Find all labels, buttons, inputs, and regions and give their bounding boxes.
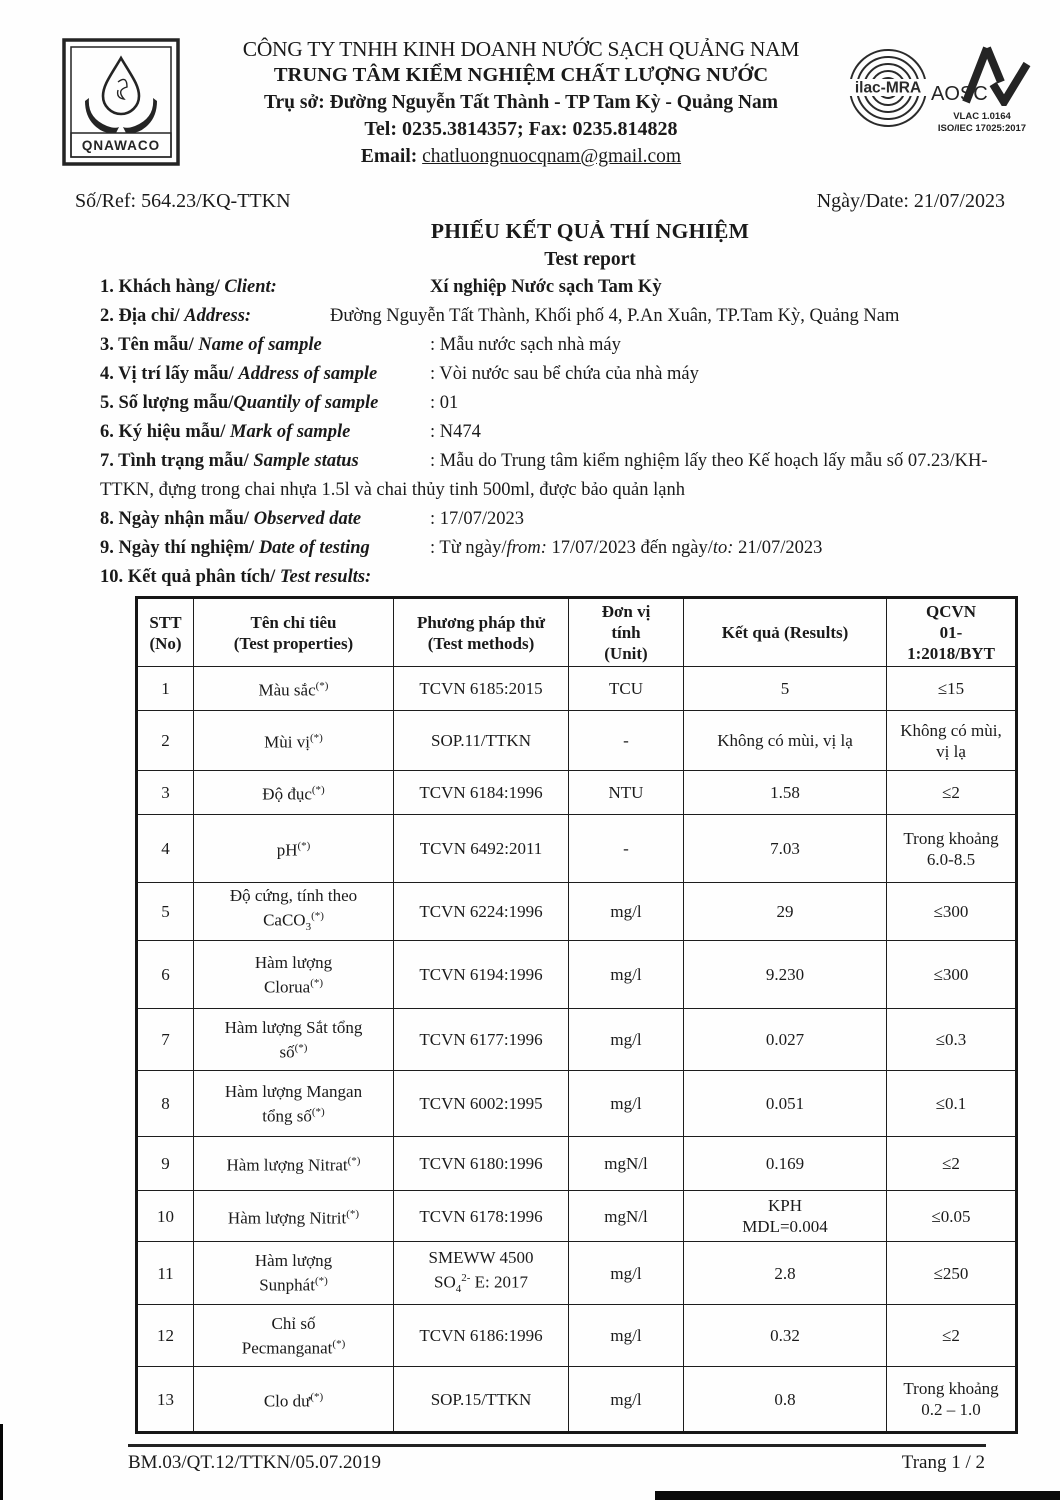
qnawaco-logo-graphic: [62, 38, 180, 166]
table-header-cell: QCVN 01- 1:2018/BYT: [887, 598, 1017, 667]
table-cell-name: Hàm lượng Sunphát(*): [194, 1242, 394, 1305]
table-row: [137, 941, 1017, 1009]
table-cell-method: TCVN 6184:1996: [394, 771, 569, 815]
table-cell-name: Màu sắc(*): [194, 667, 394, 711]
table-row: [137, 1305, 1017, 1367]
table-cell-no: 2: [137, 711, 194, 771]
table-row: [137, 1242, 1017, 1305]
table-cell-method: TCVN 6492:2011: [394, 815, 569, 883]
table-header-cell: Tên chỉ tiêu (Test properties): [194, 598, 394, 667]
table-head: [137, 598, 1017, 667]
table-row: [137, 1137, 1017, 1191]
left-hand-icon: [85, 98, 119, 133]
info-item-value: : Vòi nước sau bể chứa của nhà máy: [430, 364, 699, 384]
ref-number: Số/Ref: 564.23/KQ-TTKN: [75, 190, 291, 212]
table-header-cell: Đơn vị tính (Unit): [569, 598, 684, 667]
email-label: Email:: [360, 146, 418, 167]
table-body: [137, 667, 1017, 1433]
tel-fax-line: Tel: 0235.3814357; Fax: 0235.814828: [364, 118, 678, 140]
table-cell-method: TCVN 6180:1996: [394, 1137, 569, 1191]
table-cell-method: TCVN 6224:1996: [394, 883, 569, 941]
table-cell-no: 13: [137, 1367, 194, 1433]
table-cell-result: 7.03: [684, 815, 887, 883]
table-cell-no: 9: [137, 1137, 194, 1191]
table-header-row: [137, 598, 1017, 667]
footer-rule: [128, 1444, 986, 1447]
table-cell-name: Chỉ số Pecmanganat(*): [194, 1305, 394, 1367]
table-cell-limit: ≤2: [887, 1305, 1017, 1367]
table-cell-limit: ≤2: [887, 771, 1017, 815]
info-item-label: 8. Ngày nhận mẫu/ Observed date: [100, 509, 362, 529]
table-cell-limit: ≤0.1: [887, 1071, 1017, 1137]
table-cell-unit: mg/l: [569, 1009, 684, 1071]
info-item-label: 1. Khách hàng/ Client:: [100, 277, 277, 297]
table-cell-unit: -: [569, 815, 684, 883]
info-item-value: : N474: [430, 422, 481, 442]
table-cell-name: Độ cứng, tính theo CaCO$_3$(*): [194, 883, 394, 941]
table-cell-unit: NTU: [569, 771, 684, 815]
info-item-label: 9. Ngày thí nghiệm/ Date of testing: [100, 538, 370, 558]
right-hand-icon: [123, 98, 157, 133]
table-cell-name: Hàm lượng Nitrit(*): [194, 1191, 394, 1242]
table-row: [137, 1367, 1017, 1433]
address-line: Trụ sở: Đường Nguyễn Tất Thành - TP Tam Kỳ - Quảng Nam: [263, 92, 779, 113]
table-cell-limit: Trong khoảng 0.2 – 1.0: [887, 1367, 1017, 1433]
info-item-label: 3. Tên mẫu/ Name of sample: [100, 335, 322, 355]
table-header-cell: Kết quả (Results): [684, 598, 887, 667]
ilac-mra-logo: [846, 40, 930, 145]
ilac-mra-text: ilac-MRA: [854, 79, 922, 97]
table-cell-unit: mg/l: [569, 941, 684, 1009]
table-cell-result: 0.32: [684, 1305, 887, 1367]
info-item: [100, 505, 988, 534]
table-cell-name: Hàm lượng Clorua(*): [194, 941, 394, 1009]
info-item: [100, 534, 988, 563]
table-cell-limit: Trong khoảng 6.0-8.5: [887, 815, 1017, 883]
table-cell-limit: ≤0.3: [887, 1009, 1017, 1071]
table-cell-result: 29: [684, 883, 887, 941]
aosc-logo-graphic: [930, 38, 1034, 106]
qnawaco-logo-text: QNAWACO: [81, 138, 161, 153]
table-cell-name: Hàm lượng Sắt tổng số(*): [194, 1009, 394, 1071]
table-header-cell: Phương pháp thử (Test methods): [394, 598, 569, 667]
table-cell-name: Độ đục(*): [194, 771, 394, 815]
table-cell-name: Clo dư(*): [194, 1367, 394, 1433]
info-item: [100, 302, 988, 331]
table-cell-no: 6: [137, 941, 194, 1009]
report-subtitle: Test report: [544, 249, 636, 270]
report-title: PHIẾU KẾT QUẢ THÍ NGHIỆM: [430, 219, 750, 243]
table-cell-method: TCVN 6178:1996: [394, 1191, 569, 1242]
info-item: [100, 389, 988, 418]
info-item: [100, 331, 988, 360]
info-item-value: : Mẫu do Trung tâm kiểm nghiệm lấy theo Kế hoạch lấy mẫu số 07.23/KH-TTKN, đựng trong chai nhựa 1.5l và chai thủy tinh 500ml, được bảo quản lạnh: [100, 451, 988, 500]
table-cell-result: 5: [684, 667, 887, 711]
email-address: chatluongnuocqnam@gmail.com: [422, 146, 682, 167]
table-row: [137, 667, 1017, 711]
table-cell-limit: ≤15: [887, 667, 1017, 711]
table-cell-result: 1.58: [684, 771, 887, 815]
email-line: [192, 143, 850, 171]
table-cell-result: 0.169: [684, 1137, 887, 1191]
company-name: CÔNG TY TNHH KINH DOANH NƯỚC SẠCH QUẢNG NAM: [242, 37, 800, 61]
table-cell-unit: mg/l: [569, 1367, 684, 1433]
table-cell-no: 7: [137, 1009, 194, 1071]
table-cell-method: TCVN 6185:2015: [394, 667, 569, 711]
info-item-label: 7. Tình trạng mẫu/ Sample status: [100, 451, 359, 471]
table-cell-unit: mgN/l: [569, 1137, 684, 1191]
ilac-mra-logo-graphic: [846, 40, 930, 140]
info-item: [100, 273, 988, 302]
table-cell-unit: mg/l: [569, 1242, 684, 1305]
table-cell-limit: ≤2: [887, 1137, 1017, 1191]
table-cell-limit: ≤300: [887, 941, 1017, 1009]
table-cell-limit: Không có mùi, vị lạ: [887, 711, 1017, 771]
info-item-label: 10. Kết quả phân tích/ Test results:: [100, 567, 372, 587]
scan-artifact-left-edge: [0, 1424, 3, 1500]
table-cell-limit: ≤0.05: [887, 1191, 1017, 1242]
info-item: [100, 418, 988, 447]
accreditation-line1: VLAC 1.0164: [953, 111, 1011, 122]
table-cell-no: 4: [137, 815, 194, 883]
info-item: [100, 360, 988, 389]
ref-row: [75, 190, 1005, 213]
table-cell-name: pH(*): [194, 815, 394, 883]
info-item-label: 4. Vị trí lấy mẫu/ Address of sample: [100, 364, 378, 384]
table-cell-result: KPH MDL=0.004: [684, 1191, 887, 1242]
info-item: [100, 447, 988, 505]
table-cell-method: SOP.11/TTKN: [394, 711, 569, 771]
footer-page-number: Trang 1 / 2: [901, 1452, 985, 1473]
aosc-logo: [930, 38, 1034, 135]
table-cell-unit: mg/l: [569, 1071, 684, 1137]
table-cell-no: 11: [137, 1242, 194, 1305]
table-cell-unit: mg/l: [569, 1305, 684, 1367]
table-cell-result: 9.230: [684, 941, 887, 1009]
scan-artifact-next-page: [655, 1491, 1060, 1500]
ref-date: Ngày/Date: 21/07/2023: [816, 190, 1005, 212]
info-item-label: 5. Số lượng mẫu/Quantily of sample: [100, 393, 379, 413]
info-item-value: : 01: [430, 393, 459, 413]
info-item-value: Đường Nguyễn Tất Thành, Khối phố 4, P.An Xuân, TP.Tam Kỳ, Quảng Nam: [330, 306, 900, 326]
qnawaco-logo: [62, 38, 180, 171]
info-item: [100, 563, 988, 592]
table-cell-no: 5: [137, 883, 194, 941]
table-row: [137, 1071, 1017, 1137]
table-row: [137, 771, 1017, 815]
table-cell-result: 0.051: [684, 1071, 887, 1137]
table-cell-name: Hàm lượng Nitrat(*): [194, 1137, 394, 1191]
table-cell-limit: ≤300: [887, 883, 1017, 941]
table-cell-unit: mgN/l: [569, 1191, 684, 1242]
center-name: TRUNG TÂM KIỂM NGHIỆM CHẤT LƯỢNG NƯỚC: [273, 64, 769, 86]
info-item-value: : 17/07/2023: [430, 509, 525, 529]
info-items: [100, 273, 988, 592]
aosc-text: AOSC: [931, 83, 988, 105]
table-row: [137, 711, 1017, 771]
table-cell-method: SOP.15/TTKN: [394, 1367, 569, 1433]
table-cell-result: Không có mùi, vị lạ: [684, 711, 887, 771]
table-header-cell: STT (No): [137, 598, 194, 667]
footer-doc-code: BM.03/QT.12/TTKN/05.07.2019: [128, 1452, 381, 1473]
table-cell-result: 0.8: [684, 1367, 887, 1433]
info-item-value: : Mẫu nước sạch nhà máy: [430, 335, 621, 355]
table-cell-name: Hàm lượng Mangan tổng số(*): [194, 1071, 394, 1137]
table-cell-unit: mg/l: [569, 883, 684, 941]
table-cell-method: SMEWW 4500 $SO_4^{2-}$ E: 2017: [394, 1242, 569, 1305]
water-drop-icon: [103, 58, 139, 114]
table-cell-method: TCVN 6186:1996: [394, 1305, 569, 1367]
info-item-value: : Từ ngày/from: 17/07/2023 đến ngày/to: 21/07/2023: [430, 538, 823, 558]
table-cell-no: 10: [137, 1191, 194, 1242]
table-cell-limit: ≤250: [887, 1242, 1017, 1305]
info-item-label: 2. Địa chỉ/ Address:: [100, 306, 252, 326]
info-item-value: Xí nghiệp Nước sạch Tam Kỳ: [430, 277, 662, 297]
table-cell-unit: TCU: [569, 667, 684, 711]
table-cell-no: 3: [137, 771, 194, 815]
table-cell-no: 12: [137, 1305, 194, 1367]
table-cell-result: 2.8: [684, 1242, 887, 1305]
table-row: [137, 1191, 1017, 1242]
table-cell-no: 1: [137, 667, 194, 711]
accreditation-line2: ISO/IEC 17025:2017: [937, 123, 1027, 134]
footer-row: [128, 1452, 985, 1474]
table-row: [137, 883, 1017, 941]
table-cell-name: Mùi vị(*): [194, 711, 394, 771]
accreditation-text: [930, 111, 1034, 135]
table-row: [137, 1009, 1017, 1071]
table-cell-method: TCVN 6002:1995: [394, 1071, 569, 1137]
table-row: [137, 815, 1017, 883]
table-cell-method: TCVN 6194:1996: [394, 941, 569, 1009]
results-table: [135, 596, 1018, 1434]
table-cell-no: 8: [137, 1071, 194, 1137]
letterhead: [192, 36, 850, 171]
info-item-label: 6. Ký hiệu mẫu/ Mark of sample: [100, 422, 351, 442]
table-cell-unit: -: [569, 711, 684, 771]
table-cell-result: 0.027: [684, 1009, 887, 1071]
table-cell-method: TCVN 6177:1996: [394, 1009, 569, 1071]
